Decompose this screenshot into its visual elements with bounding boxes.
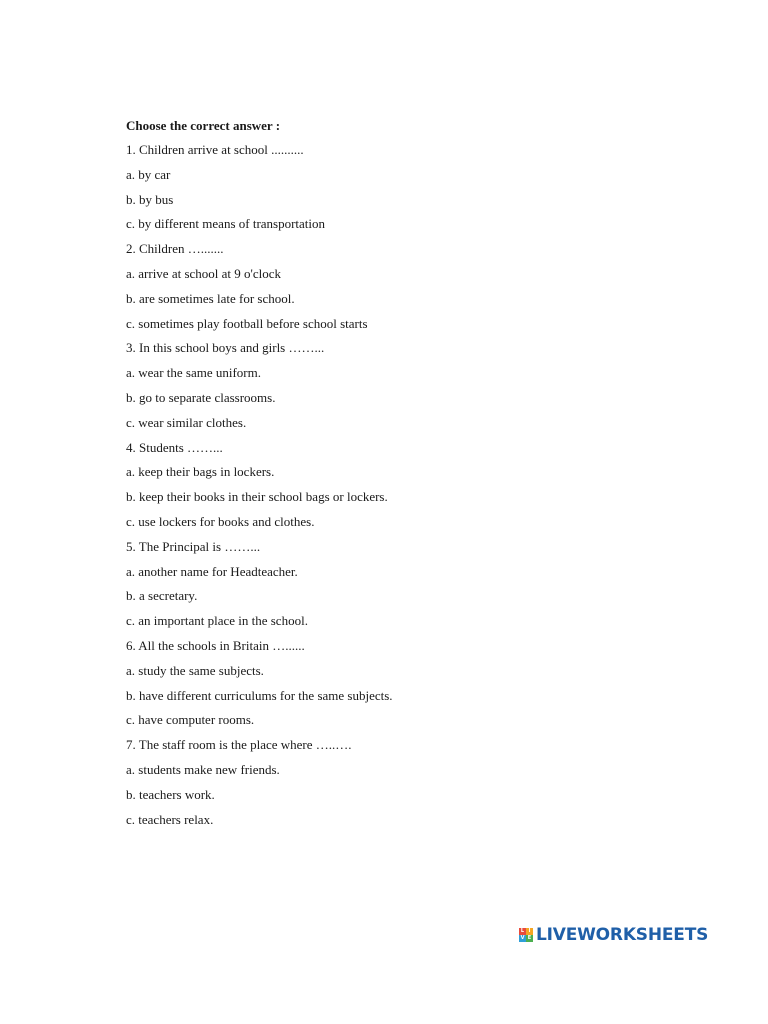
question-3-option-a: a. wear the same uniform. — [126, 365, 262, 381]
question-6-option-b: b. have different curriculums for the same subjects. — [126, 687, 393, 703]
question-1-option-b: b. by bus — [126, 191, 174, 207]
question-4-option-b: b. keep their books in their school bags or lockers. — [126, 489, 388, 505]
question-1: 1. Children arrive at school .......... — [126, 142, 304, 157]
logo-mark-letter: E — [527, 935, 532, 941]
question-7: 7. The staff room is the place where …..…. — [126, 737, 352, 753]
question-5-option-c: c. an important place in the school. — [126, 613, 308, 629]
question-6-option-c: c. have computer rooms. — [126, 712, 255, 728]
question-5-option-b: b. a secretary. — [126, 588, 198, 604]
logo-mark-letter: L — [520, 928, 525, 934]
question-7-option-a: a. students make new friends. — [126, 761, 280, 777]
question-5-option-a: a. another name for Headteacher. — [126, 563, 298, 579]
liveworksheets-logo-text: LIVEWORKSHEETS — [536, 925, 709, 945]
question-5: 5. The Principal is ……... — [126, 538, 261, 554]
question-1-option-c: c. by different means of transportation — [126, 216, 326, 232]
question-1-option-a: a. by car — [126, 166, 171, 182]
question-2-option-a: a. arrive at school at 9 o'clock — [126, 265, 282, 281]
question-4-option-a: a. keep their bags in lockers. — [126, 464, 275, 480]
question-3-option-c: c. wear similar clothes. — [126, 414, 247, 430]
question-list — [126, 141, 686, 829]
question-4: 4. Students ……... — [126, 439, 223, 455]
question-3-option-b: b. go to separate classrooms. — [126, 389, 276, 405]
question-3: 3. In this school boys and girls ……... — [126, 340, 325, 356]
question-6-option-a: a. study the same subjects. — [126, 662, 264, 678]
question-2: 2. Children …....... — [126, 241, 224, 257]
question-7-option-c: c. teachers relax. — [126, 811, 214, 827]
question-4-option-c: c. use lockers for books and clothes. — [126, 513, 315, 529]
liveworksheets-logo — [519, 925, 708, 945]
logo-mark-letter: I — [526, 928, 533, 935]
worksheet-heading: Choose the correct answer : — [126, 118, 281, 133]
logo-mark-letter: V — [520, 935, 525, 941]
question-2-option-b: b. are sometimes late for school. — [126, 290, 295, 306]
question-6: 6. All the schools in Britain …...... — [126, 637, 305, 653]
question-2-option-c: c. sometimes play football before school starts — [126, 315, 368, 331]
liveworksheets-logo-icon — [519, 928, 533, 942]
question-7-option-b: b. teachers work. — [126, 786, 215, 802]
worksheet — [126, 117, 686, 835]
